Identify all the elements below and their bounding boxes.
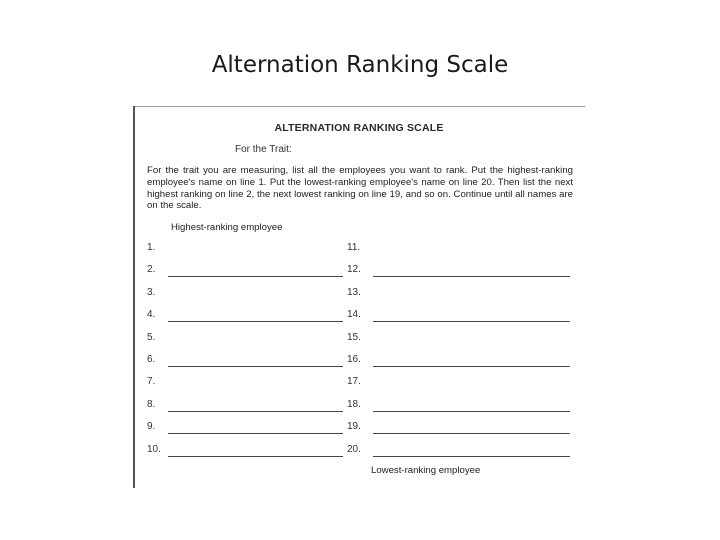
rank-number: 4. bbox=[147, 309, 156, 321]
rank-line bbox=[147, 262, 372, 284]
rank-number: 16. bbox=[347, 353, 361, 365]
rank-blank[interactable] bbox=[168, 321, 343, 322]
rank-line bbox=[347, 374, 572, 396]
rank-line bbox=[147, 442, 372, 464]
form-left-border bbox=[133, 106, 135, 488]
rank-number: 9. bbox=[147, 421, 156, 433]
rank-number: 8. bbox=[147, 398, 156, 410]
rank-line bbox=[347, 262, 572, 284]
form-heading: ALTERNATION RANKING SCALE bbox=[274, 122, 444, 134]
rank-line bbox=[147, 240, 372, 262]
rank-blank[interactable] bbox=[373, 344, 570, 345]
rank-blank[interactable] bbox=[168, 411, 343, 412]
rank-blank[interactable] bbox=[373, 254, 570, 255]
form-instructions: For the trait you are measuring, list all the employees you want to rank. Put the highest-ranking employee's name on line 1. Put the lowest-ranking employee's name on line 20. Then list the next highest ranking on line 2, the next lowest ranking on line 19, and so on. Continue until all names are on the scale. bbox=[147, 165, 573, 212]
rank-number: 5. bbox=[147, 331, 156, 343]
rank-blank[interactable] bbox=[373, 388, 570, 389]
rank-blank[interactable] bbox=[168, 344, 343, 345]
rank-number: 13. bbox=[347, 286, 361, 298]
rank-blank[interactable] bbox=[373, 366, 570, 367]
form-top-border bbox=[133, 106, 585, 107]
rank-line bbox=[147, 307, 372, 329]
rank-blank[interactable] bbox=[168, 388, 343, 389]
rank-number: 11. bbox=[347, 242, 361, 253]
rank-column-left bbox=[147, 240, 372, 464]
rank-line bbox=[347, 419, 572, 441]
rank-line bbox=[147, 285, 372, 307]
rank-number: 19. bbox=[347, 421, 361, 433]
rank-number: 18. bbox=[347, 398, 361, 410]
rank-line bbox=[147, 352, 372, 374]
rank-line bbox=[347, 397, 572, 419]
lowest-ranking-label: Lowest-ranking employee bbox=[371, 465, 481, 476]
rank-line bbox=[147, 397, 372, 419]
rank-line bbox=[347, 240, 572, 262]
rank-line bbox=[147, 419, 372, 441]
rank-blank[interactable] bbox=[168, 456, 343, 457]
rank-number: 10. bbox=[147, 443, 161, 455]
rank-blank[interactable] bbox=[168, 299, 343, 300]
slide-title: Alternation Ranking Scale bbox=[211, 52, 509, 78]
rank-blank[interactable] bbox=[168, 366, 343, 367]
rank-line bbox=[347, 285, 572, 307]
rank-line bbox=[347, 352, 572, 374]
rank-line bbox=[347, 330, 572, 352]
rank-number: 1. bbox=[147, 242, 156, 253]
rank-number: 6. bbox=[147, 353, 156, 365]
rank-blank[interactable] bbox=[373, 321, 570, 322]
rank-column-right bbox=[347, 240, 572, 464]
ranking-form bbox=[133, 106, 585, 488]
rank-number: 2. bbox=[147, 264, 156, 276]
rank-number: 15. bbox=[347, 331, 361, 343]
trait-label: For the Trait: bbox=[235, 144, 292, 155]
rank-blank[interactable] bbox=[373, 276, 570, 277]
rank-number: 14. bbox=[347, 309, 361, 321]
rank-line bbox=[347, 307, 572, 329]
rank-number: 3. bbox=[147, 286, 156, 298]
rank-blank[interactable] bbox=[168, 433, 343, 434]
rank-number: 20. bbox=[347, 443, 361, 455]
rank-number: 7. bbox=[147, 376, 156, 388]
rank-number: 17. bbox=[347, 376, 361, 388]
rank-blank[interactable] bbox=[168, 254, 343, 255]
rank-line bbox=[147, 374, 372, 396]
highest-ranking-label: Highest-ranking employee bbox=[171, 222, 283, 233]
rank-blank[interactable] bbox=[373, 299, 570, 300]
rank-blank[interactable] bbox=[168, 276, 343, 277]
rank-blank[interactable] bbox=[373, 456, 570, 457]
rank-number: 12. bbox=[347, 264, 361, 276]
rank-line bbox=[147, 330, 372, 352]
rank-line bbox=[347, 442, 572, 464]
rank-blank[interactable] bbox=[373, 411, 570, 412]
rank-blank[interactable] bbox=[373, 433, 570, 434]
